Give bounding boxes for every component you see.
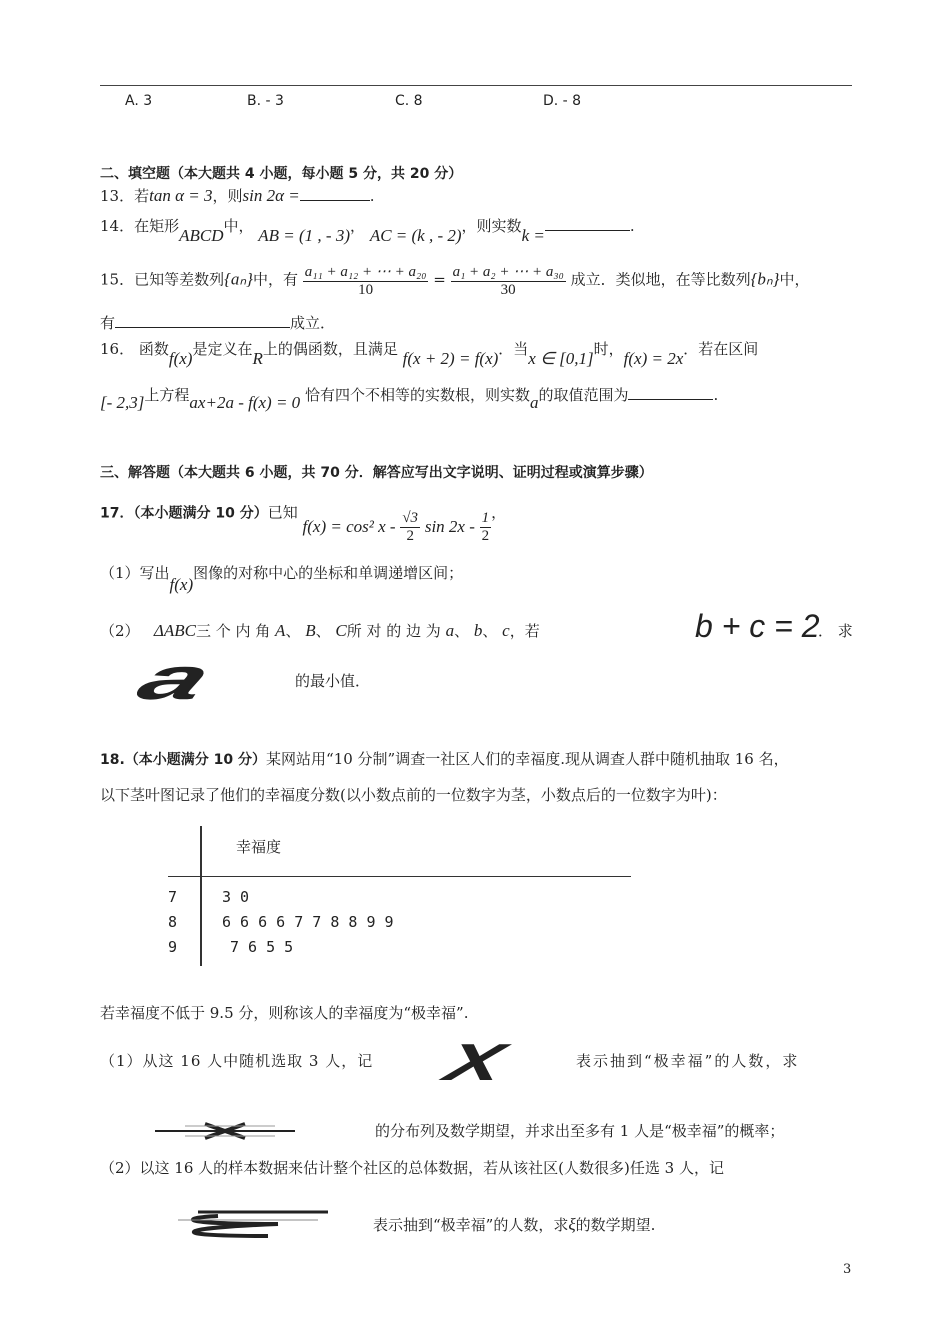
question-17-part1: （1）写出f(x)图像的对称中心的坐标和单调递增区间； — [100, 564, 464, 594]
question-15: 15．已知等差数列{aₙ}中，有 $\frac{\text{a₁₁ + a₁₂ + ⋯ + a₂₀}}{10}$ = $\frac{\text{a₁ + a₂ + ⋯ + a₃₀}}{30}$ 成立．类似地，在等比数列{bₙ}中， — [100, 264, 810, 298]
question-18-part1c: 的分布列及数学期望，并求出至多有 1 人是“极幸福”的概率； — [375, 1122, 785, 1140]
question-18-part1b: 表示抽到“极幸福”的人数，求 — [576, 1052, 800, 1070]
fraction-1: $\frac{\text{a₁₁ + a₁₂ + ⋯ + a₂₀}}{10}$ — [304, 264, 427, 298]
question-16-line2: [- 2,3]上方程ax+2a - f(x) = 0 恰有四个不相等的实数根，则实数a的取值范围为 . — [100, 386, 719, 412]
solve-word: ． 求 — [818, 622, 853, 640]
squashed-xi-glyph — [158, 1206, 333, 1242]
section2-heading: 二、填空题（本大题共 4 小题，每小题 5 分，共 20 分） — [100, 166, 463, 182]
squashed-x-glyph — [145, 1122, 305, 1140]
page-number: 3 — [843, 1262, 852, 1277]
question-18-condition: 若幸福度不低于 9.5 分，则称该人的幸福度为“极幸福”. — [100, 1004, 469, 1022]
option-a: A. 3 — [125, 93, 153, 109]
stem-row: 8 — [168, 913, 178, 931]
question-16: 16． 函数f(x)是定义在R上的偶函数，且满足 f(x + 2) = f(x)．当x ∈ [0,1]时，f(x) = 2x．若在区间 — [100, 340, 759, 368]
question-18-part1a: （1）从这 16 人中随机选取 3 人，记 — [100, 1052, 374, 1070]
fraction-2: $\frac{\text{a₁ + a₂ + ⋯ + a₃₀}}{30}$ — [452, 264, 564, 298]
question-18-line2: 以下茎叶图记录了他们的幸福度分数(以小数点前的一位数字为茎，小数点后的一位数字为叶)： — [100, 786, 727, 804]
question-17-end: 的最小值． — [295, 672, 371, 690]
stem-divider-horizontal — [168, 876, 631, 877]
stem-divider-vertical — [200, 826, 202, 966]
question-15-line2: 有 成立． — [100, 314, 336, 332]
question-17-part2: （2） ΔABC三 个 内 角 A、 B、 C所 对 的 边 为 a、 b、 c，若 — [100, 621, 540, 640]
top-rule — [100, 85, 852, 86]
big-a-glyph: a — [126, 645, 224, 712]
question-18-line1: 18.（本小题满分 10 分）某网站用“10 分制”调查一社区人们的幸福度.现从调查人群中随机抽取 16 名， — [100, 750, 789, 768]
stem-row: 7 — [168, 888, 178, 906]
option-c: C. 8 — [395, 93, 423, 109]
stem-title: 幸福度 — [236, 838, 282, 856]
leaf-row: 3 0 — [222, 888, 250, 906]
big-x-glyph: X — [438, 1034, 511, 1092]
question-14: 14．在矩形ABCD中， AB = (1 , - 3)， AC = (k , - 2)，则实数k = . — [100, 217, 635, 245]
option-d: D. - 8 — [543, 93, 582, 109]
question-13: 13．若tan α = 3，则sin 2α = . — [100, 186, 375, 205]
option-b: B. - 3 — [247, 93, 284, 109]
question-18-part2b: 表示抽到“极幸福”的人数，求ξ的数学期望. — [373, 1215, 656, 1234]
leaf-row: 7 6 5 5 — [230, 938, 294, 956]
question-18-part2a: （2）以这 16 人的样本数据来估计整个社区的总体数据，若从该社区(人数很多)任选 3 人，记 — [100, 1159, 724, 1177]
condition-b-plus-c: b + c = 2 — [695, 608, 820, 644]
section3-heading: 三、解答题（本大题共 6 小题，共 70 分．解答应写出文字说明、证明过程或演算步骤） — [100, 465, 653, 481]
stem-row: 9 — [168, 938, 178, 956]
leaf-row: 6 6 6 6 7 7 8 8 9 9 — [222, 913, 394, 931]
question-17: 17．（本小题满分 10 分）已知 f(x) = cos² x - $\frac{√3}{2}$ sin 2x - $\frac{1}{2}$ ， — [100, 503, 507, 544]
